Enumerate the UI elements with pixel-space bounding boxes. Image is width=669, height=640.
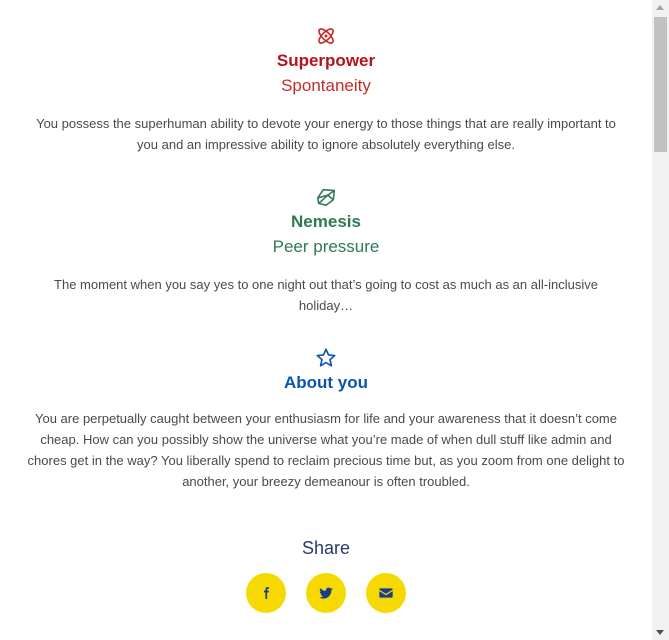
nemesis-subtitle: Peer pressure	[272, 237, 380, 256]
share-title: Share	[301, 538, 351, 558]
envelope-icon	[378, 585, 394, 601]
scroll-up-arrow-icon[interactable]	[656, 5, 664, 10]
scroll-down-arrow-icon[interactable]	[656, 630, 664, 635]
star-icon	[315, 347, 337, 369]
facebook-icon	[259, 586, 273, 600]
about-section	[0, 347, 652, 492]
superpower-description: You possess the superhuman ability to devote your energy to those things that are really important to you and an impressive ability to ignore absolutely everything else.	[36, 116, 616, 152]
share-section	[0, 538, 652, 613]
superpower-subtitle: Spontaneity	[281, 76, 371, 95]
scrollbar-thumb[interactable]	[654, 17, 667, 152]
nemesis-description: The moment when you say yes to one night out that’s going to cost as much as an all-inclusive holiday…	[54, 277, 598, 313]
nemesis-section	[0, 186, 652, 316]
vertical-scrollbar[interactable]	[652, 0, 669, 640]
about-description: You are perpetually caught between your enthusiasm for life and your awareness that it doesn’t come cheap. How can you possibly show the universe what you’re made of when dull stuff like admin and chores get in the way? You liberally spend to reclaim precious time but, as you zoom from one delight to another, your breezy demeanour is often troubled.	[27, 411, 625, 489]
superpower-title: Superpower	[276, 51, 376, 70]
share-twitter-button[interactable]	[306, 573, 346, 613]
share-facebook-button[interactable]	[246, 573, 286, 613]
share-email-button[interactable]	[366, 573, 406, 613]
leaf-icon	[315, 186, 337, 208]
superpower-section	[0, 25, 652, 155]
twitter-icon	[318, 585, 334, 601]
atom-icon	[315, 25, 337, 47]
nemesis-title: Nemesis	[291, 212, 361, 231]
about-title: About you	[283, 373, 369, 392]
share-buttons	[0, 573, 652, 613]
